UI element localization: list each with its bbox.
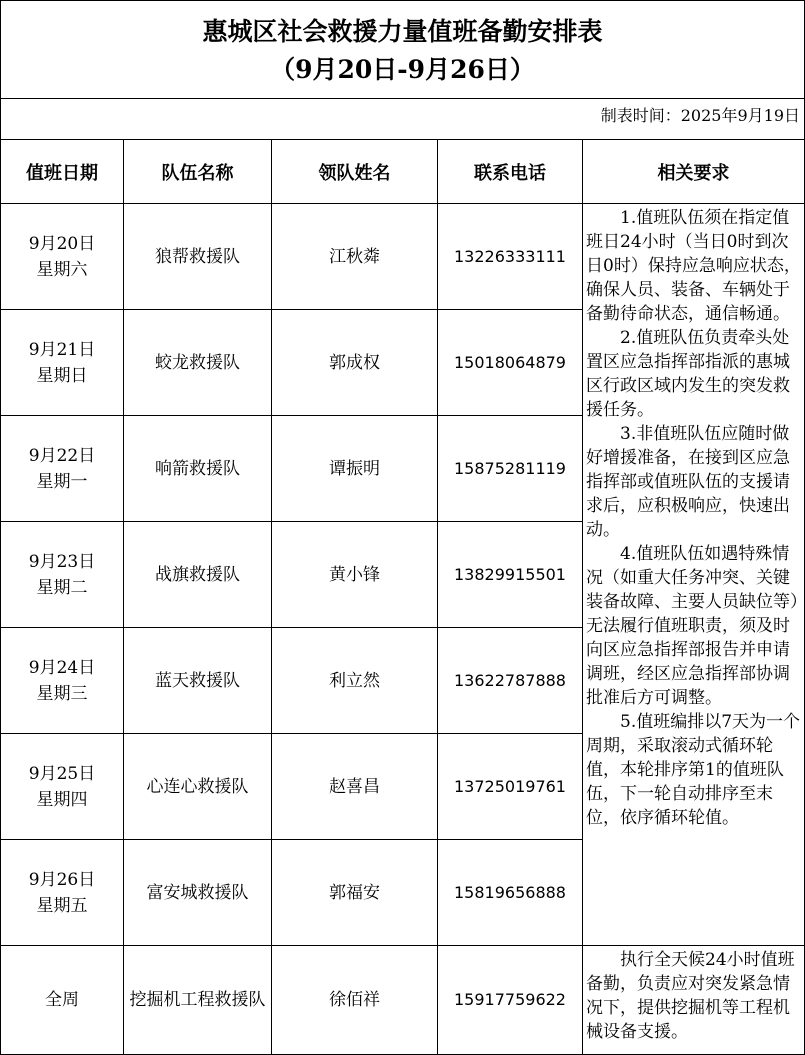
- full-week-requirement-cell: [583, 946, 805, 1055]
- team-cell: 心连心救援队: [124, 734, 272, 840]
- header-leader: 领队姓名: [272, 140, 438, 204]
- date: 9月23日: [28, 551, 96, 572]
- header-row: [1, 140, 805, 204]
- weekday: 星期一: [36, 471, 88, 492]
- requirement-item: 2.值班队伍负责牵头处置区应急指挥部指派的惠城区行政区域内发生的突发救援任务。: [586, 328, 790, 420]
- leader-cell: 郭成权: [272, 310, 438, 416]
- date-cell: [1, 204, 124, 310]
- phone-cell: 13829915501: [438, 522, 583, 628]
- date: 9月25日: [28, 763, 96, 784]
- date-cell: [1, 416, 124, 522]
- leader-cell: 利立然: [272, 628, 438, 734]
- header-team: 队伍名称: [124, 140, 272, 204]
- date: 9月26日: [28, 869, 96, 890]
- leader-cell: 郭福安: [272, 840, 438, 946]
- team-cell: 狼帮救援队: [124, 204, 272, 310]
- leader-cell: 徐佰祥: [272, 946, 438, 1055]
- team-cell: 响箭救援队: [124, 416, 272, 522]
- date-cell: [1, 628, 124, 734]
- header-requirements: 相关要求: [583, 140, 805, 204]
- date: 9月20日: [28, 233, 96, 254]
- date: 9月24日: [28, 657, 96, 678]
- phone-cell: 13622787888: [438, 628, 583, 734]
- requirement-item: 4.值班队伍如遇特殊情况（如重大任务冲突、关键装备故障、主要人员缺位等）无法履行值班职责，须及时向区应急指挥部报告并申请调班，经区应急指挥部协调批准后方可调整。: [586, 544, 799, 708]
- requirement-item: 执行全天候24小时值班备勤，负责应对突发紧急情况下，提供挖掘机等工程机械设备支援。: [586, 950, 795, 1042]
- leader-cell: 谭振明: [272, 416, 438, 522]
- phone-cell: 15018064879: [438, 310, 583, 416]
- made-time: 制表时间：2025年9月19日: [600, 105, 800, 125]
- date-cell: [1, 522, 124, 628]
- requirement-item: 5.值班编排以7天为一个周期，采取滚动式循环轮值，本轮排序第1的值班队伍，下一轮自动排序至末位，依序循环轮值。: [586, 712, 801, 828]
- requirements-cell: [583, 204, 805, 946]
- title-line-1: 惠城区社会救援力量值班备勤安排表: [202, 16, 603, 46]
- page-title: [1, 1, 805, 99]
- weekday: 星期四: [36, 789, 88, 810]
- table-row-full-week: [1, 946, 805, 1055]
- weekday: 星期五: [36, 895, 88, 916]
- date-cell: [1, 310, 124, 416]
- phone-cell: 13725019761: [438, 734, 583, 840]
- made-time-cell: [1, 99, 805, 140]
- weekday: 星期三: [36, 683, 88, 704]
- team-cell: 挖掘机工程救援队: [124, 946, 272, 1055]
- requirement-item: 1.值班队伍须在指定值班日24小时（当日0时到次日0时）保持应急响应状态，确保人员、装备、车辆处于备勤待命状态，通信畅通。: [586, 208, 801, 324]
- header-phone: 联系电话: [438, 140, 583, 204]
- leader-cell: 黄小锋: [272, 522, 438, 628]
- phone-cell: 13226333111: [438, 204, 583, 310]
- date-cell: [1, 840, 124, 946]
- phone-cell: 15917759622: [438, 946, 583, 1055]
- phone-cell: 15819656888: [438, 840, 583, 946]
- date: 9月22日: [28, 445, 96, 466]
- date-cell: 全周: [1, 946, 124, 1055]
- weekday: 星期六: [36, 259, 88, 280]
- team-cell: 蛟龙救援队: [124, 310, 272, 416]
- requirement-item: 3.非值班队伍应随时做好增援准备，在接到区应急指挥部或值班队伍的支援请求后，应积极响应，快速出动。: [586, 424, 790, 540]
- team-cell: 蓝天救援队: [124, 628, 272, 734]
- team-cell: 富安城救援队: [124, 840, 272, 946]
- phone-cell: 15875281119: [438, 416, 583, 522]
- leader-cell: 江秋粦: [272, 204, 438, 310]
- team-cell: 战旗救援队: [124, 522, 272, 628]
- table-row: [1, 204, 805, 310]
- title-line-2: （9月20日-9月26日）: [270, 54, 535, 84]
- header-date: 值班日期: [1, 140, 124, 204]
- leader-cell: 赵喜昌: [272, 734, 438, 840]
- weekday: 星期日: [36, 365, 88, 386]
- date: 9月21日: [28, 339, 96, 360]
- date-cell: [1, 734, 124, 840]
- weekday: 星期二: [36, 577, 88, 598]
